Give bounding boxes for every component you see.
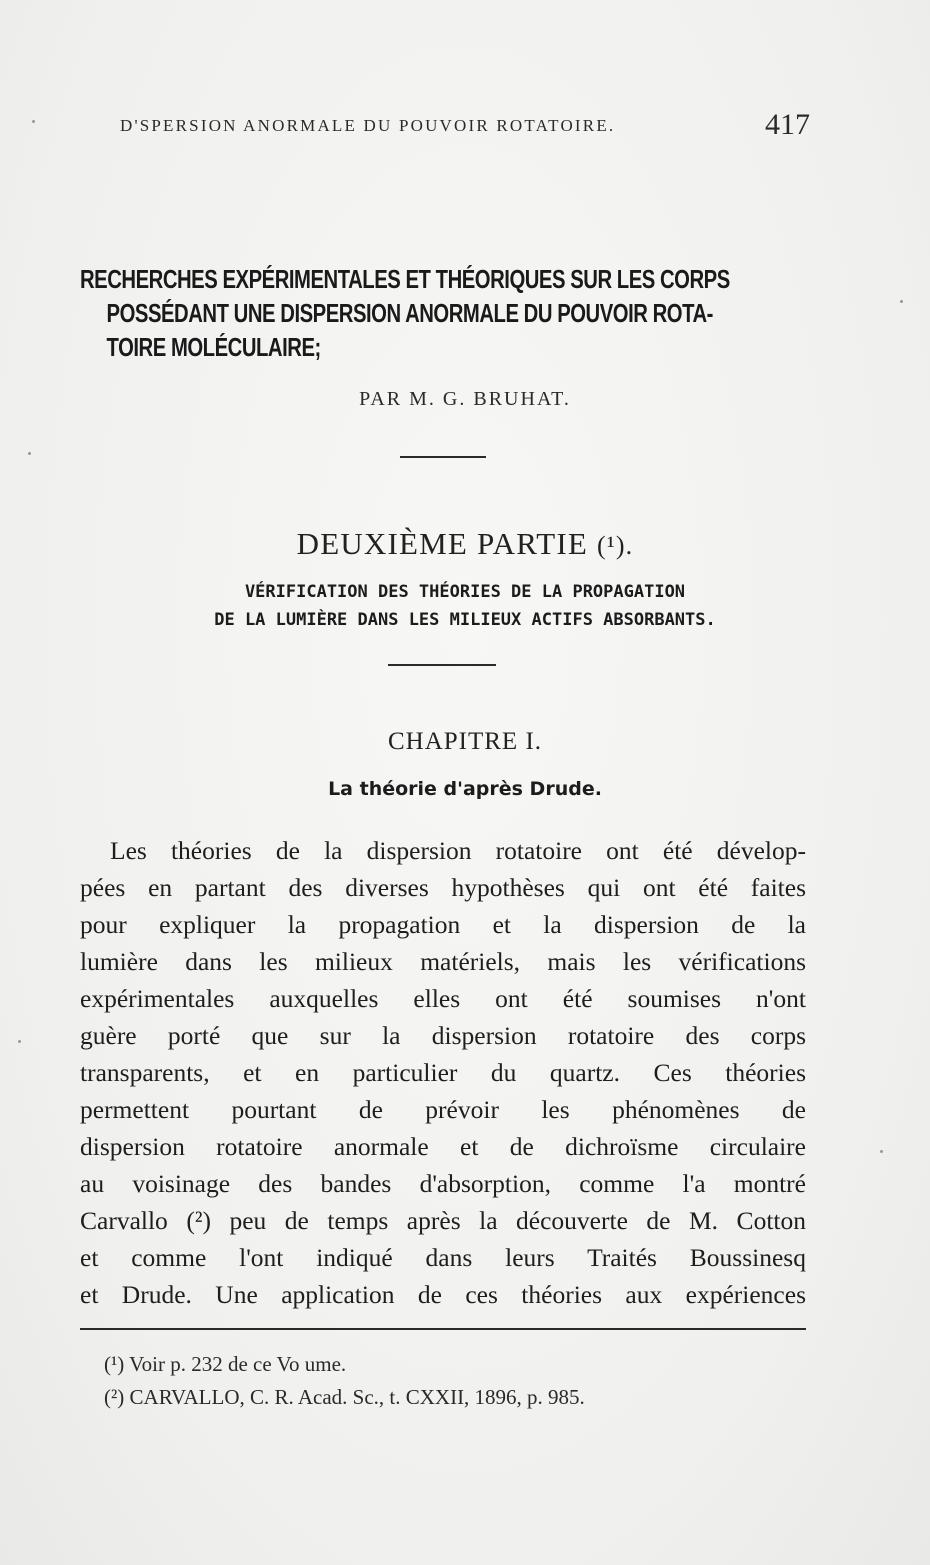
article-title xyxy=(80,262,808,364)
part-subtitle xyxy=(0,578,930,634)
footnote-2-mark: (²) xyxy=(104,1385,125,1409)
separator-rule xyxy=(400,456,486,458)
running-title: D'SPERSION ANORMALE DU POUVOIR ROTATOIRE. xyxy=(120,116,616,135)
scan-speck xyxy=(28,452,31,455)
part-subtitle-line-1: VÉRIFICATION DES THÉORIES DE LA PROPAGATION xyxy=(244,582,686,602)
footnote-1-text: Voir p. 232 de ce Vo ume. xyxy=(129,1352,347,1376)
footnote-2-text: CARVALLO, C. R. Acad. Sc., t. CXXII, 1896, p. 985. xyxy=(129,1385,585,1409)
article-title-line-3: TOIRE MOLÉCULAIRE; xyxy=(106,332,321,362)
part-title-text: DEUXIÈME PARTIE xyxy=(296,526,589,561)
body-line: pées en partant des diverses hypothèses qui ont été faites xyxy=(80,873,806,902)
body-line: Les théories de la dispersion rotatoire ont été dévelop- xyxy=(110,836,806,865)
running-head xyxy=(120,110,810,150)
body-paragraph xyxy=(80,832,806,1313)
chapter-title: CHAPITRE I. xyxy=(387,728,543,755)
body-line: guère porté que sur la dispersion rotatoire des corps xyxy=(80,1021,806,1050)
scan-speck xyxy=(32,120,35,123)
body-line: Carvallo (²) peu de temps après la découverte de M. Cotton xyxy=(80,1206,806,1235)
body-line: expérimentales auxquelles elles ont été soumises n'ont xyxy=(80,984,806,1013)
part-subtitle-line-2: DE LA LUMIÈRE DANS LES MILIEUX ACTIFS ABSORBANTS. xyxy=(214,610,716,630)
body-line: au voisinage des bandes d'absorption, comme l'a montré xyxy=(80,1169,806,1198)
body-line: permettent pourtant de prévoir les phénomènes de xyxy=(80,1095,806,1124)
part-title xyxy=(0,526,930,562)
footnote-1 xyxy=(104,1348,804,1381)
scan-speck xyxy=(900,300,903,303)
footnote-1-mark: (¹) xyxy=(104,1352,125,1376)
scan-speck xyxy=(18,1040,21,1043)
part-footnote-ref: (¹). xyxy=(596,531,634,560)
body-line: et comme l'ont indiqué dans leurs Traités Boussinesq xyxy=(80,1243,806,1272)
body-line: lumière dans les milieux matériels, mais les vérifications xyxy=(80,947,806,976)
article-title-line-1: RECHERCHES EXPÉRIMENTALES ET THÉORIQUES SUR LES CORPS xyxy=(80,264,730,294)
article-author: PAR M. G. BRUHAT. xyxy=(359,388,571,410)
body-line: dispersion rotatoire anormale et de dichroïsme circulaire xyxy=(80,1132,806,1161)
footnote-separator xyxy=(80,1328,806,1330)
body-line: pour expliquer la propagation et la dispersion de la xyxy=(80,910,806,939)
body-line: et Drude. Une application de ces théories aux expériences xyxy=(80,1280,806,1309)
body-line: transparents, et en particulier du quartz. Ces théories xyxy=(80,1058,806,1087)
footnote-2 xyxy=(104,1381,804,1414)
article-title-line-2: POSSÉDANT UNE DISPERSION ANORMALE DU POUVOIR ROTA- xyxy=(106,298,713,328)
scan-speck xyxy=(880,1150,883,1153)
page-number: 417 xyxy=(765,108,810,141)
footnotes xyxy=(104,1348,804,1414)
separator-rule xyxy=(388,664,496,666)
chapter-subtitle: La théorie d'après Drude. xyxy=(328,778,602,800)
